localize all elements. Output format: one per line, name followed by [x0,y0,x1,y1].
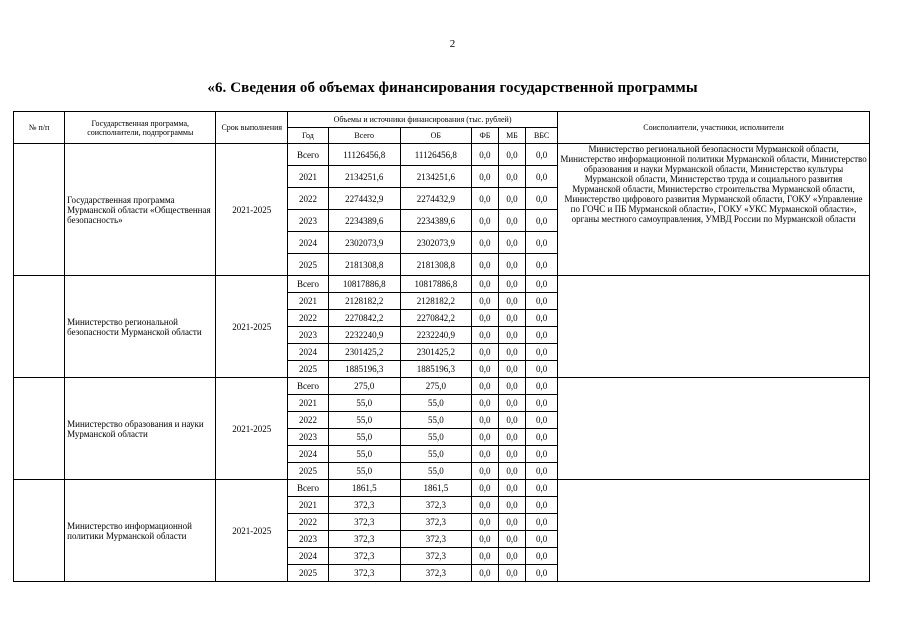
mb-cell: 0,0 [498,144,526,166]
total-cell: 2128182,2 [328,293,400,310]
vbs-cell: 0,0 [526,310,558,327]
program-name: Министерство региональной безопасности Мурманской области [65,276,216,378]
mb-cell: 0,0 [498,310,526,327]
mb-cell: 0,0 [498,412,526,429]
vbs-cell: 0,0 [526,144,558,166]
ob-cell: 2302073,9 [400,232,472,254]
year-cell: Всего [288,276,329,293]
mb-cell: 0,0 [498,565,526,582]
table-row [14,480,870,497]
year-cell: 2021 [288,293,329,310]
total-cell: 55,0 [328,412,400,429]
vbs-cell: 0,0 [526,378,558,395]
year-cell: 2022 [288,188,329,210]
total-cell: 2134251,6 [328,166,400,188]
ob-cell: 2128182,2 [400,293,472,310]
program-name: Министерство информационной политики Мурманской области [65,480,216,582]
total-cell: 372,3 [328,497,400,514]
vbs-cell: 0,0 [526,412,558,429]
mb-cell: 0,0 [498,463,526,480]
executors-cell [558,480,870,582]
vbs-cell: 0,0 [526,463,558,480]
year-cell: 2024 [288,232,329,254]
header-fb: ФБ [472,128,499,144]
fb-cell: 0,0 [472,188,499,210]
ob-cell: 2232240,9 [400,327,472,344]
vbs-cell: 0,0 [526,565,558,582]
year-cell: 2025 [288,463,329,480]
mb-cell: 0,0 [498,188,526,210]
ob-cell: 55,0 [400,446,472,463]
header-mb: МБ [498,128,526,144]
program-term: 2021-2025 [216,144,288,276]
vbs-cell: 0,0 [526,166,558,188]
program-name: Министерство образования и науки Мурманской области [65,378,216,480]
program-term: 2021-2025 [216,480,288,582]
header-term: Срок выполнения [216,112,288,144]
year-cell: Всего [288,378,329,395]
year-cell: Всего [288,144,329,166]
vbs-cell: 0,0 [526,327,558,344]
fb-cell: 0,0 [472,446,499,463]
vbs-cell: 0,0 [526,344,558,361]
vbs-cell: 0,0 [526,254,558,276]
ob-cell: 1861,5 [400,480,472,497]
ob-cell: 2301425,2 [400,344,472,361]
vbs-cell: 0,0 [526,188,558,210]
total-cell: 55,0 [328,395,400,412]
fb-cell: 0,0 [472,210,499,232]
table-row [14,276,870,293]
mb-cell: 0,0 [498,480,526,497]
header-volumes: Объемы и источники финансирования (тыс. рублей) [288,112,558,128]
mb-cell: 0,0 [498,446,526,463]
vbs-cell: 0,0 [526,395,558,412]
mb-cell: 0,0 [498,531,526,548]
ob-cell: 2134251,6 [400,166,472,188]
fb-cell: 0,0 [472,310,499,327]
header-vbs: ВБС [526,128,558,144]
mb-cell: 0,0 [498,548,526,565]
ob-cell: 372,3 [400,514,472,531]
mb-cell: 0,0 [498,395,526,412]
ob-cell: 11126456,8 [400,144,472,166]
year-cell: 2022 [288,310,329,327]
ob-cell: 55,0 [400,429,472,446]
ob-cell: 2181308,8 [400,254,472,276]
total-cell: 10817886,8 [328,276,400,293]
fb-cell: 0,0 [472,412,499,429]
ob-cell: 1885196,3 [400,361,472,378]
vbs-cell: 0,0 [526,497,558,514]
ob-cell: 372,3 [400,565,472,582]
ob-cell: 275,0 [400,378,472,395]
year-cell: 2024 [288,446,329,463]
year-cell: 2024 [288,548,329,565]
document-title: «6. Сведения об объемах финансирования государственной программы [207,80,698,96]
mb-cell: 0,0 [498,327,526,344]
table-body [14,144,870,582]
total-cell: 1885196,3 [328,361,400,378]
mb-cell: 0,0 [498,378,526,395]
year-cell: 2024 [288,344,329,361]
row-number [14,378,65,480]
mb-cell: 0,0 [498,497,526,514]
fb-cell: 0,0 [472,480,499,497]
ob-cell: 55,0 [400,395,472,412]
ob-cell: 372,3 [400,531,472,548]
year-cell: 2023 [288,327,329,344]
year-cell: 2025 [288,361,329,378]
fb-cell: 0,0 [472,276,499,293]
total-cell: 2181308,8 [328,254,400,276]
ob-cell: 372,3 [400,497,472,514]
total-cell: 2270842,2 [328,310,400,327]
fb-cell: 0,0 [472,254,499,276]
year-cell: Всего [288,480,329,497]
mb-cell: 0,0 [498,232,526,254]
year-cell: 2021 [288,395,329,412]
total-cell: 275,0 [328,378,400,395]
header-executors: Соисполнители, участники, исполнители [558,112,870,144]
ob-cell: 55,0 [400,463,472,480]
year-cell: 2022 [288,514,329,531]
vbs-cell: 0,0 [526,361,558,378]
fb-cell: 0,0 [472,429,499,446]
fb-cell: 0,0 [472,293,499,310]
vbs-cell: 0,0 [526,480,558,497]
total-cell: 1861,5 [328,480,400,497]
vbs-cell: 0,0 [526,232,558,254]
total-cell: 372,3 [328,548,400,565]
year-cell: 2023 [288,531,329,548]
mb-cell: 0,0 [498,166,526,188]
mb-cell: 0,0 [498,361,526,378]
table-row [14,144,870,166]
fb-cell: 0,0 [472,361,499,378]
mb-cell: 0,0 [498,210,526,232]
total-cell: 372,3 [328,514,400,531]
fb-cell: 0,0 [472,497,499,514]
year-cell: 2023 [288,210,329,232]
fb-cell: 0,0 [472,232,499,254]
vbs-cell: 0,0 [526,293,558,310]
row-number [14,480,65,582]
fb-cell: 0,0 [472,344,499,361]
total-cell: 55,0 [328,429,400,446]
ob-cell: 2274432,9 [400,188,472,210]
executors-cell [558,276,870,378]
vbs-cell: 0,0 [526,429,558,446]
year-cell: 2021 [288,166,329,188]
fb-cell: 0,0 [472,327,499,344]
header-program: Государственная программа, соисполнители, подпрограммы [65,112,216,144]
vbs-cell: 0,0 [526,514,558,531]
fb-cell: 0,0 [472,463,499,480]
vbs-cell: 0,0 [526,210,558,232]
vbs-cell: 0,0 [526,531,558,548]
header-total: Всего [328,128,400,144]
fb-cell: 0,0 [472,548,499,565]
total-cell: 2234389,6 [328,210,400,232]
vbs-cell: 0,0 [526,548,558,565]
fb-cell: 0,0 [472,565,499,582]
ob-cell: 55,0 [400,412,472,429]
page-number: 2 [449,38,456,50]
program-name: Государственная программа Мурманской области «Общественная безопасность» [65,144,216,276]
fb-cell: 0,0 [472,144,499,166]
table-row [14,378,870,395]
total-cell: 2302073,9 [328,232,400,254]
executors-cell: Министерство региональной безопасности Мурманской области, Министерство информационной политики Мурманской области, Министерство образования и науки Мурманской области, Министерство культуры Мурманской области, Министерство труда и социального развития Мурманской области, Министерство строительства Мурманской области, Министерство цифрового развития Мурманской области, ГОКУ «Управление по ГОЧС и ПБ Мурманской области», ГОКУ «УКС Мурманской области», органы местного самоуправления, УМВД России по Мурманской области [558,144,870,276]
financing-table [13,111,870,582]
row-number [14,144,65,276]
mb-cell: 0,0 [498,344,526,361]
ob-cell: 2234389,6 [400,210,472,232]
year-cell: 2023 [288,429,329,446]
mb-cell: 0,0 [498,514,526,531]
fb-cell: 0,0 [472,378,499,395]
total-cell: 55,0 [328,463,400,480]
fb-cell: 0,0 [472,166,499,188]
fb-cell: 0,0 [472,531,499,548]
program-term: 2021-2025 [216,276,288,378]
executors-cell [558,378,870,480]
total-cell: 372,3 [328,531,400,548]
fb-cell: 0,0 [472,395,499,412]
total-cell: 55,0 [328,446,400,463]
year-cell: 2025 [288,254,329,276]
mb-cell: 0,0 [498,276,526,293]
total-cell: 11126456,8 [328,144,400,166]
total-cell: 2301425,2 [328,344,400,361]
vbs-cell: 0,0 [526,276,558,293]
vbs-cell: 0,0 [526,446,558,463]
total-cell: 372,3 [328,565,400,582]
total-cell: 2232240,9 [328,327,400,344]
header-year: Год [288,128,329,144]
program-term: 2021-2025 [216,378,288,480]
ob-cell: 2270842,2 [400,310,472,327]
ob-cell: 10817886,8 [400,276,472,293]
row-number [14,276,65,378]
header-ob: ОБ [400,128,472,144]
ob-cell: 372,3 [400,548,472,565]
mb-cell: 0,0 [498,429,526,446]
mb-cell: 0,0 [498,293,526,310]
year-cell: 2022 [288,412,329,429]
header-num: № п/п [14,112,65,144]
total-cell: 2274432,9 [328,188,400,210]
year-cell: 2021 [288,497,329,514]
mb-cell: 0,0 [498,254,526,276]
fb-cell: 0,0 [472,514,499,531]
year-cell: 2025 [288,565,329,582]
